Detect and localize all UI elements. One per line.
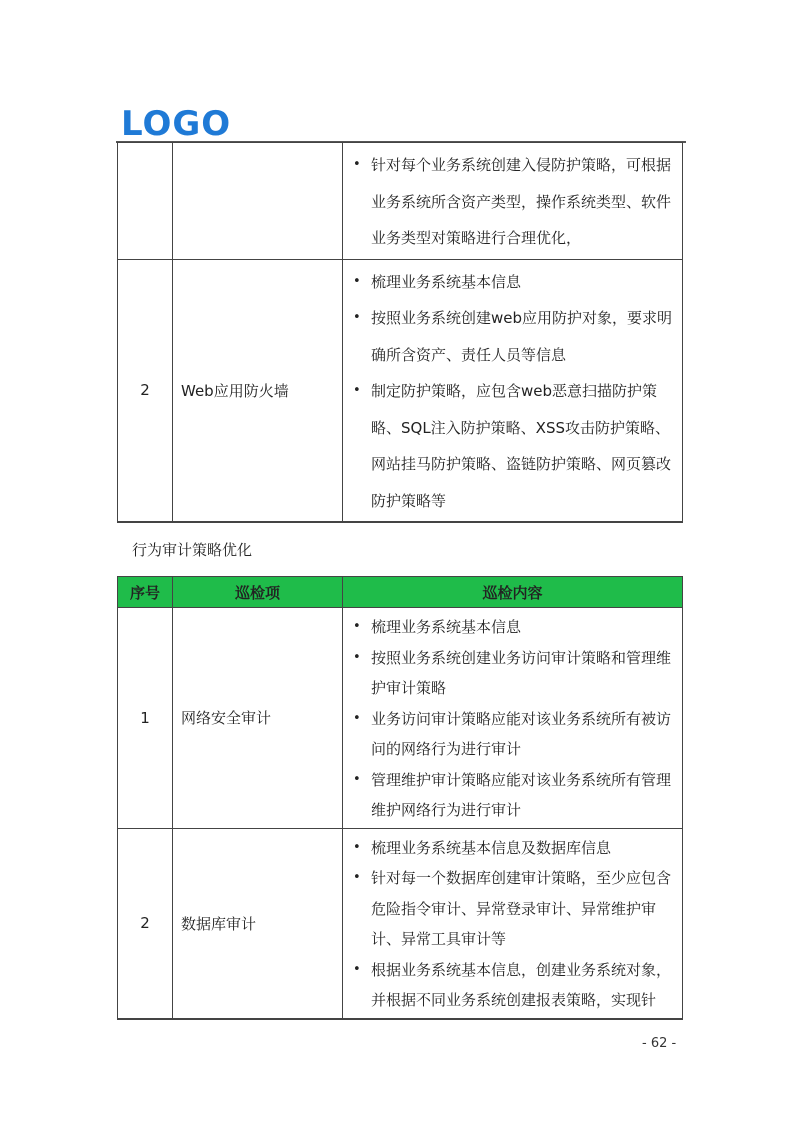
row-item: 网络安全审计 [173, 608, 343, 829]
row-content [343, 608, 683, 829]
audit-policy-table [117, 576, 683, 1020]
table-header-row [118, 577, 683, 608]
row-item: Web应用防火墙 [173, 259, 343, 522]
table-row [118, 143, 683, 260]
list-item: • 梳理业务系统基本信息 [349, 264, 676, 301]
row-content [343, 259, 683, 522]
list-item: • 梳理业务系统基本信息及数据库信息 [349, 833, 676, 864]
list-item: • 制定防护策略，应包含web恶意扫描防护策略、SQL注入防护策略、XSS攻击防护策略、网站挂马防护策略、盗链防护策略、网页篡改防护策略等 [349, 373, 676, 519]
page-number: - 62 - [642, 1036, 677, 1051]
row-item [173, 143, 343, 260]
table-row [118, 259, 683, 522]
section-title: 行为审计策略优化 [132, 541, 253, 559]
list-item: • 业务访问审计策略应能对该业务系统所有被访问的网络行为进行审计 [349, 704, 676, 765]
column-header-content: 巡检内容 [343, 577, 683, 608]
list-item: • 针对每一个数据库创建审计策略，至少应包含危险指令审计、异常登录审计、异常维护审计、异常工具审计等 [349, 863, 676, 955]
list-item: • 管理维护审计策略应能对该业务系统所有管理维护网络行为进行审计 [349, 765, 676, 826]
table-row [118, 608, 683, 829]
row-item: 数据库审计 [173, 828, 343, 1019]
list-item: • 按照业务系统创建web应用防护对象，要求明确所含资产、责任人员等信息 [349, 300, 676, 373]
list-item: • 按照业务系统创建业务访问审计策略和管理维护审计策略 [349, 643, 676, 704]
list-item: • 根据业务系统基本信息，创建业务系统对象，并根据不同业务系统创建报表策略，实现针 [349, 955, 676, 1016]
row-index: 1 [118, 608, 173, 829]
row-content [343, 828, 683, 1019]
row-index [118, 143, 173, 260]
logo: LOGO [121, 104, 232, 144]
row-index: 2 [118, 259, 173, 522]
row-content [343, 143, 683, 260]
table-row [118, 828, 683, 1019]
list-item: • 针对每个业务系统创建入侵防护策略，可根据业务系统所含资产类型，操作系统类型、软件业务类型对策略进行合理优化， [349, 147, 676, 257]
row-index: 2 [118, 828, 173, 1019]
column-header-index: 序号 [118, 577, 173, 608]
list-item: • 梳理业务系统基本信息 [349, 612, 676, 643]
firewall-policy-table [117, 142, 683, 523]
column-header-item: 巡检项 [173, 577, 343, 608]
